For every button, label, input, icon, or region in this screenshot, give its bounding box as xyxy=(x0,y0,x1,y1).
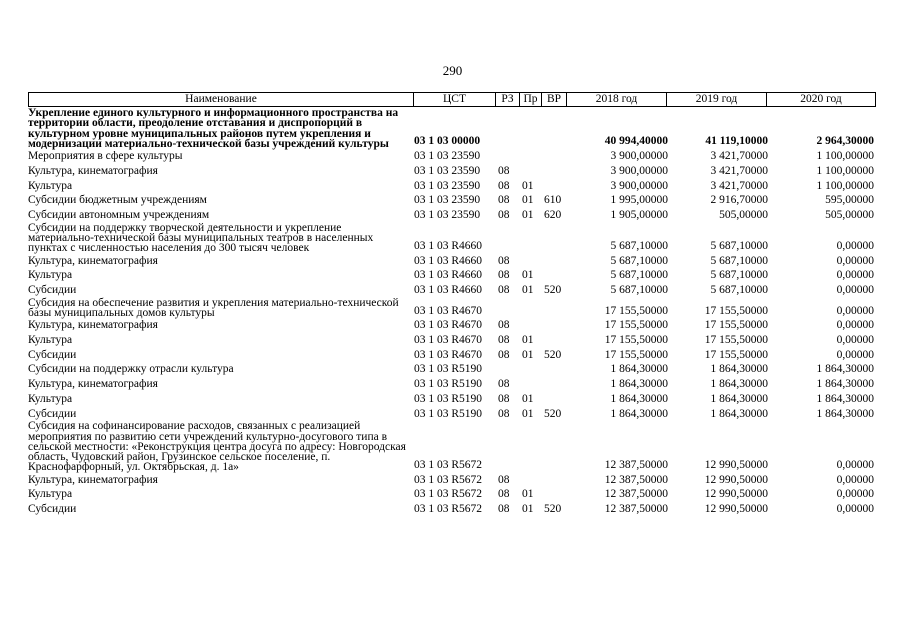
table-row xyxy=(28,333,874,348)
header-2018: 2018 год xyxy=(595,93,638,105)
row-rz: 08 xyxy=(498,348,510,361)
row-rz: 08 xyxy=(498,284,510,296)
row-2019: 17 155,50000 xyxy=(704,319,768,332)
row-2019: 5 687,10000 xyxy=(710,239,768,252)
row-2020: 1 864,30000 xyxy=(816,378,874,391)
row-2020: 0,00000 xyxy=(836,319,874,332)
row-2020: 1 864,30000 xyxy=(816,407,874,420)
row-name: Субсидии xyxy=(28,284,77,296)
row-2018: 3 900,00000 xyxy=(610,164,668,177)
row-2019: 41 119,10000 xyxy=(705,135,768,148)
row-2018: 1 864,30000 xyxy=(610,407,668,420)
row-2020: 1 864,30000 xyxy=(816,392,874,405)
table-row xyxy=(28,179,874,194)
row-2019: 1 864,30000 xyxy=(710,392,768,405)
row-2019: 17 155,50000 xyxy=(704,304,768,317)
header-cst: ЦСТ xyxy=(443,93,466,105)
row-2020: 0,00000 xyxy=(836,254,874,267)
table-row xyxy=(28,348,874,363)
row-cst: 03 1 03 R5190 xyxy=(414,363,483,376)
row-2018: 5 687,10000 xyxy=(610,254,668,267)
row-2018: 12 387,50000 xyxy=(604,488,668,501)
row-2019: 5 687,10000 xyxy=(710,269,768,282)
row-cst: 03 1 03 23590 xyxy=(414,150,481,163)
table-row xyxy=(28,193,874,208)
row-2020: 595,00000 xyxy=(825,194,874,207)
row-cst: 03 1 03 23590 xyxy=(414,209,481,221)
row-2018: 17 155,50000 xyxy=(604,348,668,361)
row-2020: 1 100,00000 xyxy=(816,179,874,192)
header-2019: 2019 год xyxy=(695,93,738,105)
table-row xyxy=(28,208,874,223)
row-rz: 08 xyxy=(498,164,510,177)
row-cst: 03 1 03 R5672 xyxy=(414,488,483,501)
row-rz: 08 xyxy=(498,503,510,516)
row-cst: 03 1 03 R4660 xyxy=(414,269,483,282)
table-header xyxy=(28,92,876,107)
row-2019: 3 421,70000 xyxy=(710,179,768,192)
row-2018: 12 387,50000 xyxy=(604,473,668,486)
row-2019: 3 421,70000 xyxy=(710,164,768,177)
row-2019: 3 421,70000 xyxy=(710,150,768,163)
row-2019: 17 155,50000 xyxy=(704,334,768,346)
row-rz: 08 xyxy=(498,334,510,346)
row-cst: 03 1 03 R4660 xyxy=(414,284,483,296)
row-2018: 40 994,40000 xyxy=(604,135,668,148)
row-name: Субсидии xyxy=(28,503,77,516)
header-2020: 2020 год xyxy=(800,93,842,105)
row-2018: 3 900,00000 xyxy=(610,179,668,192)
row-cst: 03 1 03 R5672 xyxy=(414,473,483,486)
row-name: Культура, кинематография xyxy=(28,319,158,332)
row-pr: 01 xyxy=(522,488,534,501)
row-name: Субсидии бюджетным учреждениям xyxy=(28,194,207,207)
row-cst: 03 1 03 R5672 xyxy=(414,459,483,471)
row-2019: 505,00000 xyxy=(719,209,768,221)
row-name: Культура xyxy=(28,392,73,405)
row-name: Субсидия на софинансирование расходов, связанных с реализацией мероприятия по развитию сети учреждений культурно-досугового типа в сельской местности: «Реконструкция центра досуга по адресу: Новгородская область, Чудовский район, Грузинское сельское поселение, п. Краснофарфорный, ул. Октябрьская, д. 1а» xyxy=(28,420,406,474)
table-row xyxy=(28,377,874,392)
row-2019: 5 687,10000 xyxy=(710,254,768,267)
table-row xyxy=(28,318,874,333)
row-2020: 0,00000 xyxy=(836,334,874,346)
table-row xyxy=(28,421,874,472)
row-2018: 1 995,00000 xyxy=(610,194,668,207)
row-2019: 17 155,50000 xyxy=(704,348,768,361)
row-cst: 03 1 03 R5672 xyxy=(414,503,483,516)
row-2019: 12 990,50000 xyxy=(704,503,768,516)
row-vr: 610 xyxy=(544,194,562,207)
row-name: Культура xyxy=(28,179,73,192)
table-body xyxy=(28,108,874,517)
header-vr: ВР xyxy=(546,93,562,105)
row-2018: 12 387,50000 xyxy=(604,503,668,516)
row-2019: 1 864,30000 xyxy=(710,407,768,420)
row-vr: 520 xyxy=(544,407,562,420)
row-2018: 1 864,30000 xyxy=(610,392,668,405)
row-name: Культура xyxy=(28,488,73,501)
page-number: 290 xyxy=(442,63,463,78)
row-2020: 505,00000 xyxy=(825,209,874,221)
row-pr: 01 xyxy=(522,179,534,192)
row-2018: 1 905,00000 xyxy=(610,209,668,221)
table-row xyxy=(28,502,874,517)
table-row xyxy=(28,407,874,422)
table-row xyxy=(28,164,874,179)
table-row xyxy=(28,223,874,254)
row-2018: 17 155,50000 xyxy=(604,319,668,332)
row-cst: 03 1 03 R5190 xyxy=(414,407,483,420)
row-vr: 520 xyxy=(544,503,562,516)
row-cst: 03 1 03 R4670 xyxy=(414,304,483,317)
row-rz: 08 xyxy=(498,473,510,486)
row-pr: 01 xyxy=(522,209,534,221)
row-2020: 0,00000 xyxy=(836,284,874,296)
row-name: Культура, кинематография xyxy=(28,473,158,486)
row-cst: 03 1 03 23590 xyxy=(414,179,481,192)
row-cst: 03 1 03 R4670 xyxy=(414,348,483,361)
header-pr: Пр xyxy=(523,93,538,105)
row-2019: 12 990,50000 xyxy=(704,488,768,501)
row-cst: 03 1 03 R4670 xyxy=(414,319,483,332)
row-cst: 03 1 03 00000 xyxy=(414,135,481,148)
row-cst: 03 1 03 R4670 xyxy=(414,334,483,346)
row-name: Мероприятия в сфере культуры xyxy=(28,150,183,163)
row-2018: 1 864,30000 xyxy=(610,363,668,376)
row-2018: 5 687,10000 xyxy=(610,239,668,252)
row-name: Культура, кинематография xyxy=(28,254,158,267)
row-2018: 17 155,50000 xyxy=(604,334,668,346)
row-cst: 03 1 03 23590 xyxy=(414,164,481,177)
row-name: Субсидии на поддержку творческой деятельности и укрепление материально-технической базы муниципальных театров в населенных пунктах с численностью населения до 300 тысяч человек xyxy=(28,221,374,255)
table-row xyxy=(28,254,874,269)
table-row xyxy=(28,392,874,407)
row-pr: 01 xyxy=(522,503,534,516)
row-2020: 1 100,00000 xyxy=(816,150,874,163)
row-name: Субсидия на обеспечение развития и укрепления материально-технической базы муниципальных домов культуры xyxy=(28,296,399,319)
row-cst: 03 1 03 23590 xyxy=(414,194,481,207)
row-pr: 01 xyxy=(522,334,534,346)
row-2020: 0,00000 xyxy=(836,459,874,471)
row-vr: 520 xyxy=(544,284,562,296)
table-row xyxy=(28,487,874,502)
row-2018: 17 155,50000 xyxy=(604,304,668,317)
table-row xyxy=(28,108,874,149)
row-2020: 0,00000 xyxy=(836,239,874,252)
row-2020: 2 964,30000 xyxy=(816,135,874,148)
row-2019: 12 990,50000 xyxy=(704,473,768,486)
header-name: Наименование xyxy=(185,93,257,105)
row-rz: 08 xyxy=(498,488,510,501)
row-pr: 01 xyxy=(522,348,534,361)
row-2020: 0,00000 xyxy=(836,488,874,501)
row-rz: 08 xyxy=(498,194,510,207)
row-2018: 12 387,50000 xyxy=(604,459,668,471)
row-cst: 03 1 03 R5190 xyxy=(414,378,483,391)
table-row xyxy=(28,283,874,298)
row-name: Культура, кинематография xyxy=(28,164,158,177)
row-2019: 1 864,30000 xyxy=(710,378,768,391)
row-rz: 08 xyxy=(498,407,510,420)
row-cst: 03 1 03 R5190 xyxy=(414,392,483,405)
row-pr: 01 xyxy=(522,194,534,207)
row-2020: 0,00000 xyxy=(836,348,874,361)
row-name: Субсидии xyxy=(28,407,77,420)
row-2018: 3 900,00000 xyxy=(610,150,668,163)
row-name: Субсидии на поддержку отрасли культура xyxy=(28,363,234,376)
table-row xyxy=(28,268,874,283)
row-2020: 0,00000 xyxy=(836,304,874,317)
row-name: Культура xyxy=(28,334,73,346)
row-pr: 01 xyxy=(522,269,534,282)
row-2020: 0,00000 xyxy=(836,503,874,516)
row-name: Субсидии xyxy=(28,348,77,361)
row-vr: 620 xyxy=(544,209,562,221)
row-2020: 1 100,00000 xyxy=(816,164,874,177)
row-2020: 0,00000 xyxy=(836,269,874,282)
row-2019: 1 864,30000 xyxy=(710,363,768,376)
row-2018: 1 864,30000 xyxy=(610,378,668,391)
row-2020: 0,00000 xyxy=(836,473,874,486)
row-name: Культура, кинематография xyxy=(28,378,158,391)
row-2019: 12 990,50000 xyxy=(704,459,768,471)
row-pr: 01 xyxy=(522,392,534,405)
row-2020: 1 864,30000 xyxy=(816,363,874,376)
row-vr: 520 xyxy=(544,348,562,361)
row-rz: 08 xyxy=(498,378,510,391)
row-2019: 2 916,70000 xyxy=(710,194,768,207)
row-rz: 08 xyxy=(498,179,510,192)
table-row xyxy=(28,362,874,377)
row-rz: 08 xyxy=(498,392,510,405)
row-rz: 08 xyxy=(498,319,510,332)
row-rz: 08 xyxy=(498,209,510,221)
table-row xyxy=(28,473,874,488)
header-rz: РЗ xyxy=(501,93,514,105)
row-rz: 08 xyxy=(498,269,510,282)
table-row xyxy=(28,298,874,319)
row-cst: 03 1 03 R4660 xyxy=(414,239,483,252)
row-2018: 5 687,10000 xyxy=(610,269,668,282)
row-name: Субсидии автономным учреждениям xyxy=(28,209,210,221)
row-2018: 5 687,10000 xyxy=(610,284,668,296)
table-row xyxy=(28,149,874,164)
row-2019: 5 687,10000 xyxy=(710,284,768,296)
row-cst: 03 1 03 R4660 xyxy=(414,254,483,267)
row-pr: 01 xyxy=(522,284,534,296)
row-name: Культура xyxy=(28,269,73,282)
row-rz: 08 xyxy=(498,254,510,267)
row-pr: 01 xyxy=(522,407,534,420)
row-name: Укрепление единого культурного и информационного пространства на территории области, преодоление отставания и диспропорций в культурном уровне муниципальных районов путем укрепления и модернизации материально-технической базы учреждений культуры xyxy=(28,107,399,150)
